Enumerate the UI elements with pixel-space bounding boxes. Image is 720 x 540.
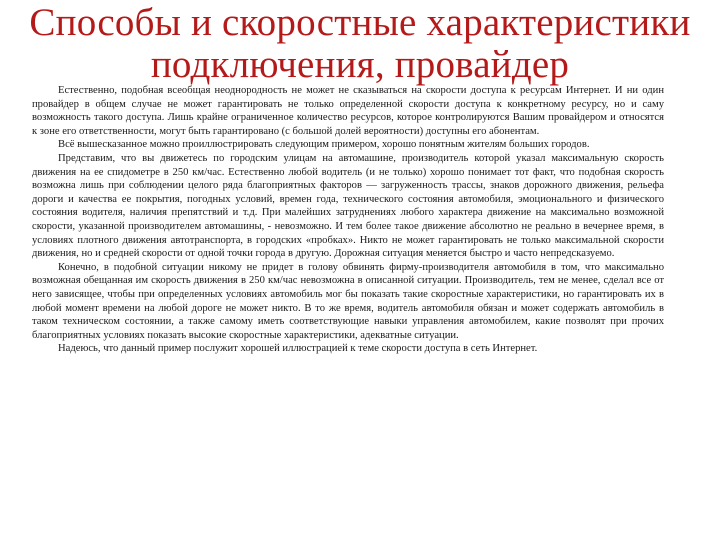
- slide-title-line-1: Способы и скоростные характеристики: [29, 1, 691, 44]
- slide-body-text: [32, 84, 664, 356]
- paragraph-4: Конечно, в подобной ситуации никому не придет в голову обвинять фирму-производителя автомобиля в том, что максимально возможная обещанная им скорость движения в 250 км/час невозможна в описанной ситуации. Производитель, тем не менее, сделал все от него зависящее, чтобы при определенных условиях автомобиль мог бы показать такие скоростные характеристики, но гарантировать их в любой момент времени на любой дороге не может никто. В то же время, водитель автомобиля обязан и может содержать автомобиль в таком техническом состоянии, а также самому иметь соответствующие навыки управления автомобилем, какие позволят при прочих благоприятных условиях показать высокие скоростные характеристики, адекватные ситуации.: [32, 261, 664, 341]
- slide-title: [0, 2, 720, 86]
- paragraph-1: Естественно, подобная всеобщая неоднородность не может не сказываться на скорости доступа к ресурсам Интернет. И ни один провайдер в общем случае не может гарантировать не только определенной скорости доступа к конкретному ресурсу, но и саму возможность такого доступа. Лишь крайне ограниченное количество ресурсов, которое контролируются Вашим провайдером и относятся к зоне его ответственности, могут быть гарантировано (с большой долей вероятности) доступны его абонентам.: [32, 85, 664, 137]
- paragraph-2: Всё вышесказанное можно проиллюстрировать следующим примером, хорошо понятным жителям больших городов.: [58, 139, 590, 151]
- paragraph-3: Представим, что вы движетесь по городским улицам на автомашине, производитель которой указал максимальную скорость движения на ее спидометре в 250 км/час. Естественно любой водитель (и не только) хорошо понимает тот факт, что подобная скорость возможна лишь при соблюдении целого ряда благоприятных факторов — загруженность трассы, знаков дорожного движения, рельефа дороги и качества ее покрытия, погодных условий, времен года, технического состояния автомобиля, эмоционального и физического состояния водителя, наличия препятствий и т.д. При малейших затруднениях любого характера движение на максимально возможной скорости, указанной производителем автомашины, - невозможно. И тем более такое движение абсолютно не реально в вечернее время, в условиях плотного движения автотранспорта, в городских «пробках». Никто не может гарантировать не только максимальной скорости движения, но и средней скорости от одной точки города в другую. Дорожная ситуация меняется быстро и часто непредсказуемо.: [32, 152, 664, 260]
- slide-title-line-2: подключения, провайдер: [150, 43, 570, 86]
- paragraph-5: Надеюсь, что данный пример послужит хорошей иллюстрацией к теме скорости доступа в сеть Интернет.: [58, 343, 538, 355]
